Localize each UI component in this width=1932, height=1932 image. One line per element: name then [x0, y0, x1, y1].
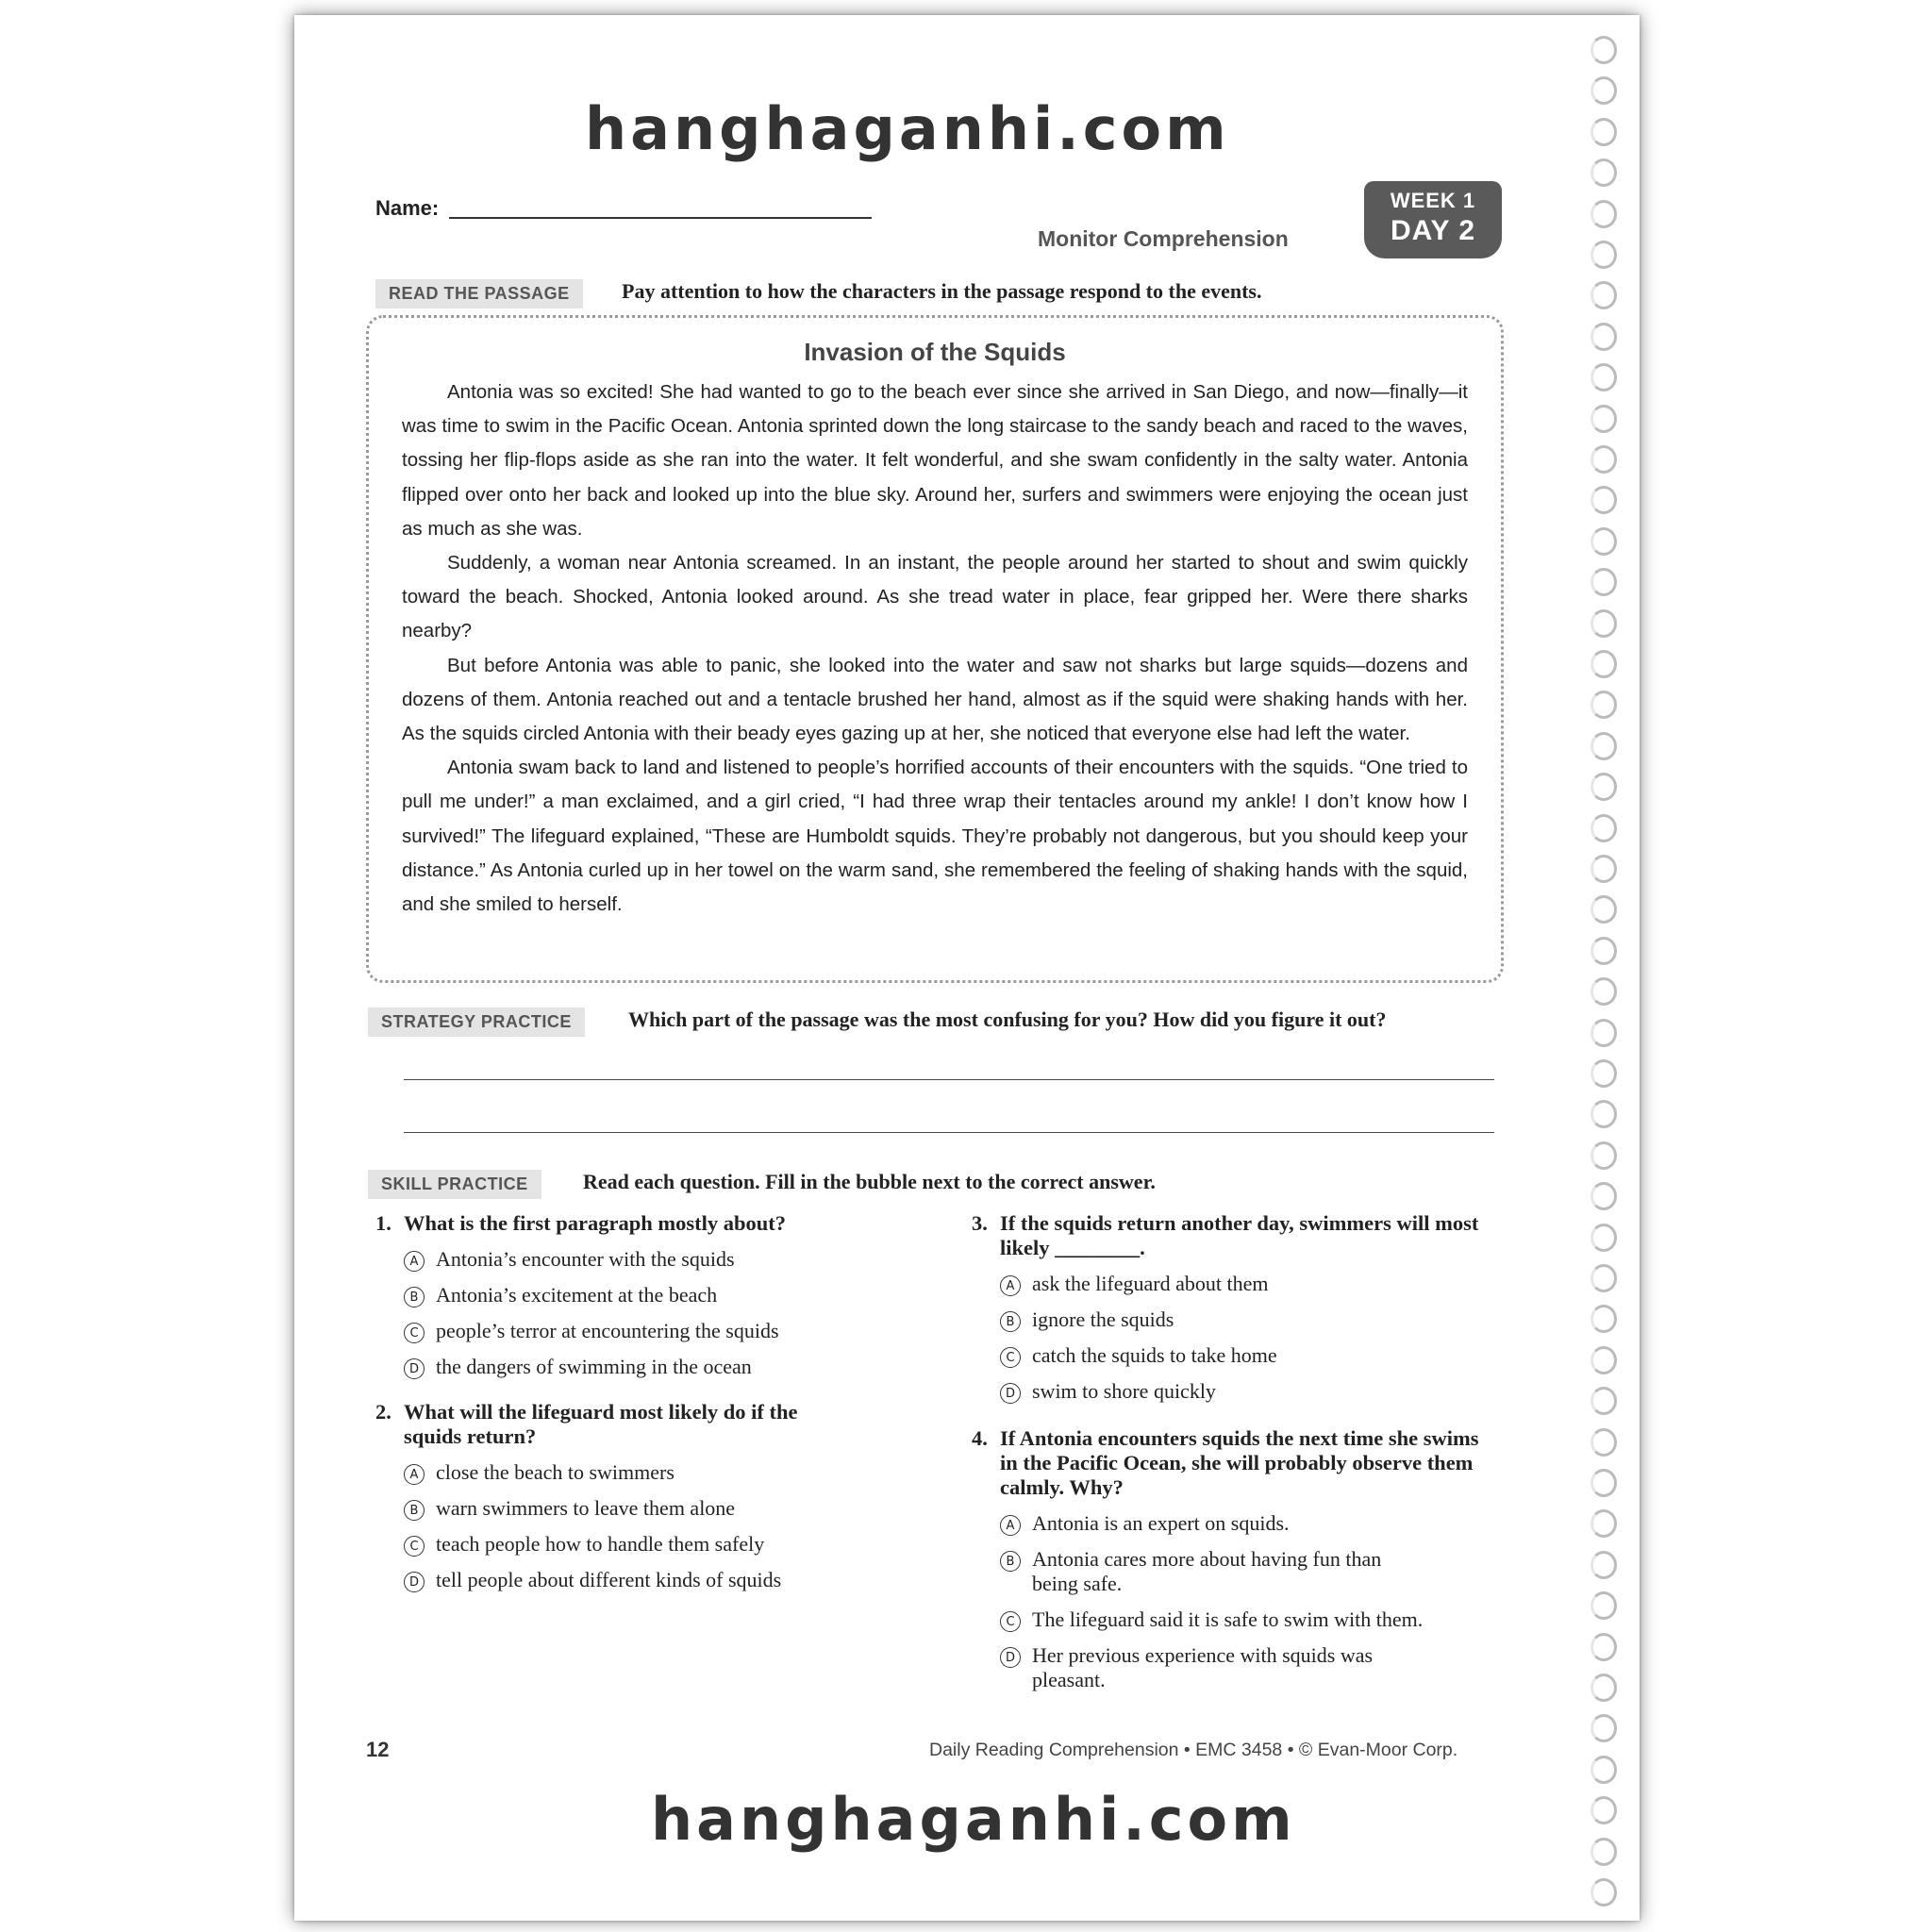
passage-body [402, 375, 1468, 922]
passage-paragraph: Suddenly, a woman near Antonia screamed. In an instant, the people around her started to shout and swim quickly toward the beach. Shocked, Antonia looked around. As she tread water in place, fear gripped her. Were there sharks nearby? [402, 552, 1468, 642]
spiral-ring [1591, 1878, 1617, 1907]
spiral-ring [1591, 1346, 1617, 1374]
spiral-ring [1591, 691, 1617, 719]
spiral-ring [1591, 895, 1617, 924]
answer-line[interactable] [404, 1132, 1494, 1133]
week-label: WEEK 1 [1390, 189, 1476, 212]
spiral-ring [1591, 855, 1617, 883]
answer-option[interactable]: C teach people how to handle them safely [375, 1532, 866, 1557]
spiral-ring [1591, 1633, 1617, 1661]
passage-paragraph: Antonia swam back to land and listened to people’s horrified accounts of their encounters with the squids. “One tried to pull me under!” a man exclaimed, and a girl cried, “I had three wrap their tentacles around my ankle! I don’t know how I survived!” The lifeguard explained, “These are Humboldt squids. They’re probably not dangerous, but you should keep your distance.” As Antonia curled up in her towel on the warm sand, she remembered the feeling of shaking hands with the squid, and she smiled to herself. [402, 757, 1468, 916]
bubble-b[interactable]: B [1000, 1311, 1021, 1332]
bubble-b[interactable]: B [1000, 1551, 1021, 1572]
spiral-ring [1591, 1591, 1617, 1620]
spiral-ring [1591, 405, 1617, 433]
publisher-credit: Daily Reading Comprehension • EMC 3458 • © Evan-Moor Corp. [929, 1740, 1458, 1760]
spiral-ring [1591, 1059, 1617, 1088]
question-number: 4. [972, 1426, 988, 1450]
question-number: 1. [375, 1211, 391, 1235]
bubble-d[interactable]: D [1000, 1647, 1021, 1668]
name-field-line [449, 217, 872, 219]
answer-option[interactable]: D Her previous experience with squids was pleasant. [972, 1643, 1500, 1692]
bubble-a[interactable]: A [1000, 1515, 1021, 1536]
question-stem: If the squids return another day, swimmers will most likely ________. [1000, 1211, 1479, 1259]
spiral-ring [1591, 1838, 1617, 1866]
spiral-ring [1591, 1756, 1617, 1784]
strategy-question: Which part of the passage was the most confusing for you? How did you figure it out? [628, 1008, 1387, 1031]
question-number: 2. [375, 1400, 391, 1424]
spiral-ring [1591, 281, 1617, 309]
spiral-ring [1591, 1674, 1617, 1702]
bubble-b[interactable]: B [404, 1500, 425, 1521]
page-number: 12 [366, 1738, 390, 1761]
answer-option[interactable]: B ignore the squids [972, 1307, 1500, 1332]
bubble-d[interactable]: D [404, 1358, 425, 1379]
question-stem: If Antonia encounters squids the next time she swims in the Pacific Ocean, she will probably observe them calmly. Why? [1000, 1426, 1479, 1499]
spiral-ring [1591, 445, 1617, 474]
spiral-ring [1591, 1469, 1617, 1497]
week-day-tab [1364, 181, 1502, 258]
question-2 [375, 1400, 866, 1592]
answer-option[interactable]: D swim to shore quickly [972, 1379, 1500, 1404]
spiral-ring [1591, 1509, 1617, 1538]
spiral-ring [1591, 1224, 1617, 1252]
answer-option[interactable]: C The lifeguard said it is safe to swim with them. [972, 1607, 1500, 1632]
skill-instruction: Read each question. Fill in the bubble next to the correct answer. [583, 1170, 1156, 1193]
watermark-top: hanghaganhi.com [585, 94, 1230, 163]
answer-option[interactable]: A Antonia’s encounter with the squids [375, 1247, 866, 1272]
spiral-ring [1591, 486, 1617, 514]
spiral-ring [1591, 1100, 1617, 1128]
spiral-ring [1591, 1714, 1617, 1742]
spiral-ring [1591, 1551, 1617, 1579]
bubble-c[interactable]: C [1000, 1611, 1021, 1632]
spiral-ring [1591, 650, 1617, 678]
spiral-ring [1591, 1019, 1617, 1047]
spiral-ring [1591, 937, 1617, 965]
spiral-ring [1591, 527, 1617, 556]
bubble-c[interactable]: C [404, 1536, 425, 1557]
bubble-a[interactable]: A [404, 1251, 425, 1272]
bubble-c[interactable]: C [404, 1323, 425, 1343]
answer-option[interactable]: D the dangers of swimming in the ocean [375, 1355, 866, 1379]
passage-title: Invasion of the Squids [804, 338, 1066, 366]
spiral-ring [1591, 732, 1617, 760]
answer-option[interactable]: B Antonia’s excitement at the beach [375, 1283, 866, 1307]
spiral-ring [1591, 36, 1617, 64]
bubble-d[interactable]: D [404, 1572, 425, 1592]
name-label: Name: [375, 196, 440, 220]
passage-paragraph: But before Antonia was able to panic, she looked into the water and saw not sharks but large squids—dozens and dozens of them. Antonia reached out and a tentacle brushed her hand, almost as if the squid were shaking hands with her. As the squids circled Antonia with their beady eyes gazing up at her, she noticed that everyone else had left the water. [402, 654, 1468, 745]
question-stem: What is the first paragraph mostly about? [404, 1211, 787, 1235]
answer-option[interactable]: A Antonia is an expert on squids. [972, 1511, 1500, 1536]
question-1 [375, 1211, 866, 1379]
spiral-ring [1591, 1796, 1617, 1824]
question-3 [972, 1211, 1500, 1404]
spiral-ring [1591, 1428, 1617, 1457]
answer-option[interactable]: B warn swimmers to leave them alone [375, 1496, 866, 1521]
answer-option[interactable]: A close the beach to swimmers [375, 1460, 866, 1485]
answer-option[interactable]: B Antonia cares more about having fun than being safe. [972, 1547, 1500, 1596]
question-4 [972, 1426, 1500, 1692]
watermark-bottom: hanghaganhi.com [651, 1785, 1296, 1854]
bubble-b[interactable]: B [404, 1287, 425, 1307]
spiral-ring [1591, 1305, 1617, 1333]
spiral-ring [1591, 1387, 1617, 1415]
read-passage-label: READ THE PASSAGE [375, 279, 583, 308]
bubble-a[interactable]: A [404, 1464, 425, 1485]
spiral-ring [1591, 1264, 1617, 1292]
spiral-ring [1591, 363, 1617, 391]
bubble-c[interactable]: C [1000, 1347, 1021, 1368]
read-passage-instruction: Pay attention to how the characters in the passage respond to the events. [622, 279, 1262, 303]
answer-option[interactable]: C catch the squids to take home [972, 1343, 1500, 1368]
question-number: 3. [972, 1211, 988, 1235]
answer-line[interactable] [404, 1079, 1494, 1080]
answer-option[interactable]: A ask the lifeguard about them [972, 1272, 1500, 1296]
skill-practice-label: SKILL PRACTICE [368, 1170, 541, 1199]
spiral-ring [1591, 977, 1617, 1006]
spiral-ring [1591, 814, 1617, 842]
spiral-ring [1591, 609, 1617, 638]
spiral-ring [1591, 241, 1617, 269]
topic-heading: Monitor Comprehension [1038, 226, 1289, 251]
bubble-a[interactable]: A [1000, 1275, 1021, 1296]
spiral-ring [1591, 1141, 1617, 1170]
day-label: DAY 2 [1390, 215, 1476, 246]
spiral-ring [1591, 200, 1617, 228]
spiral-ring [1591, 773, 1617, 801]
bubble-d[interactable]: D [1000, 1383, 1021, 1404]
spiral-ring [1591, 118, 1617, 146]
question-stem: What will the lifeguard most likely do if the squids return? [404, 1400, 798, 1448]
spiral-ring [1591, 158, 1617, 187]
spiral-ring [1591, 323, 1617, 351]
spiral-ring [1591, 1182, 1617, 1210]
answer-option[interactable]: D tell people about different kinds of squids [375, 1568, 866, 1592]
passage-paragraph: Antonia was so excited! She had wanted to go to the beach ever since she arrived in San Diego, and now—finally—it was time to swim in the Pacific Ocean. Antonia sprinted down the long staircase to the sandy beach and raced to the waves, tossing her flip-flops aside as she ran into the water. It felt wonderful, and she swam confidently in the salty water. Antonia flipped over onto her back and looked up into the blue sky. Around her, surfers and swimmers were enjoying the ocean just as much as she was. [402, 381, 1468, 540]
spiral-ring [1591, 76, 1617, 105]
spiral-ring [1591, 568, 1617, 596]
answer-option[interactable]: C people’s terror at encountering the squids [375, 1319, 866, 1343]
strategy-practice-label: STRATEGY PRACTICE [368, 1008, 585, 1037]
spiral-binding [1591, 36, 1624, 1913]
